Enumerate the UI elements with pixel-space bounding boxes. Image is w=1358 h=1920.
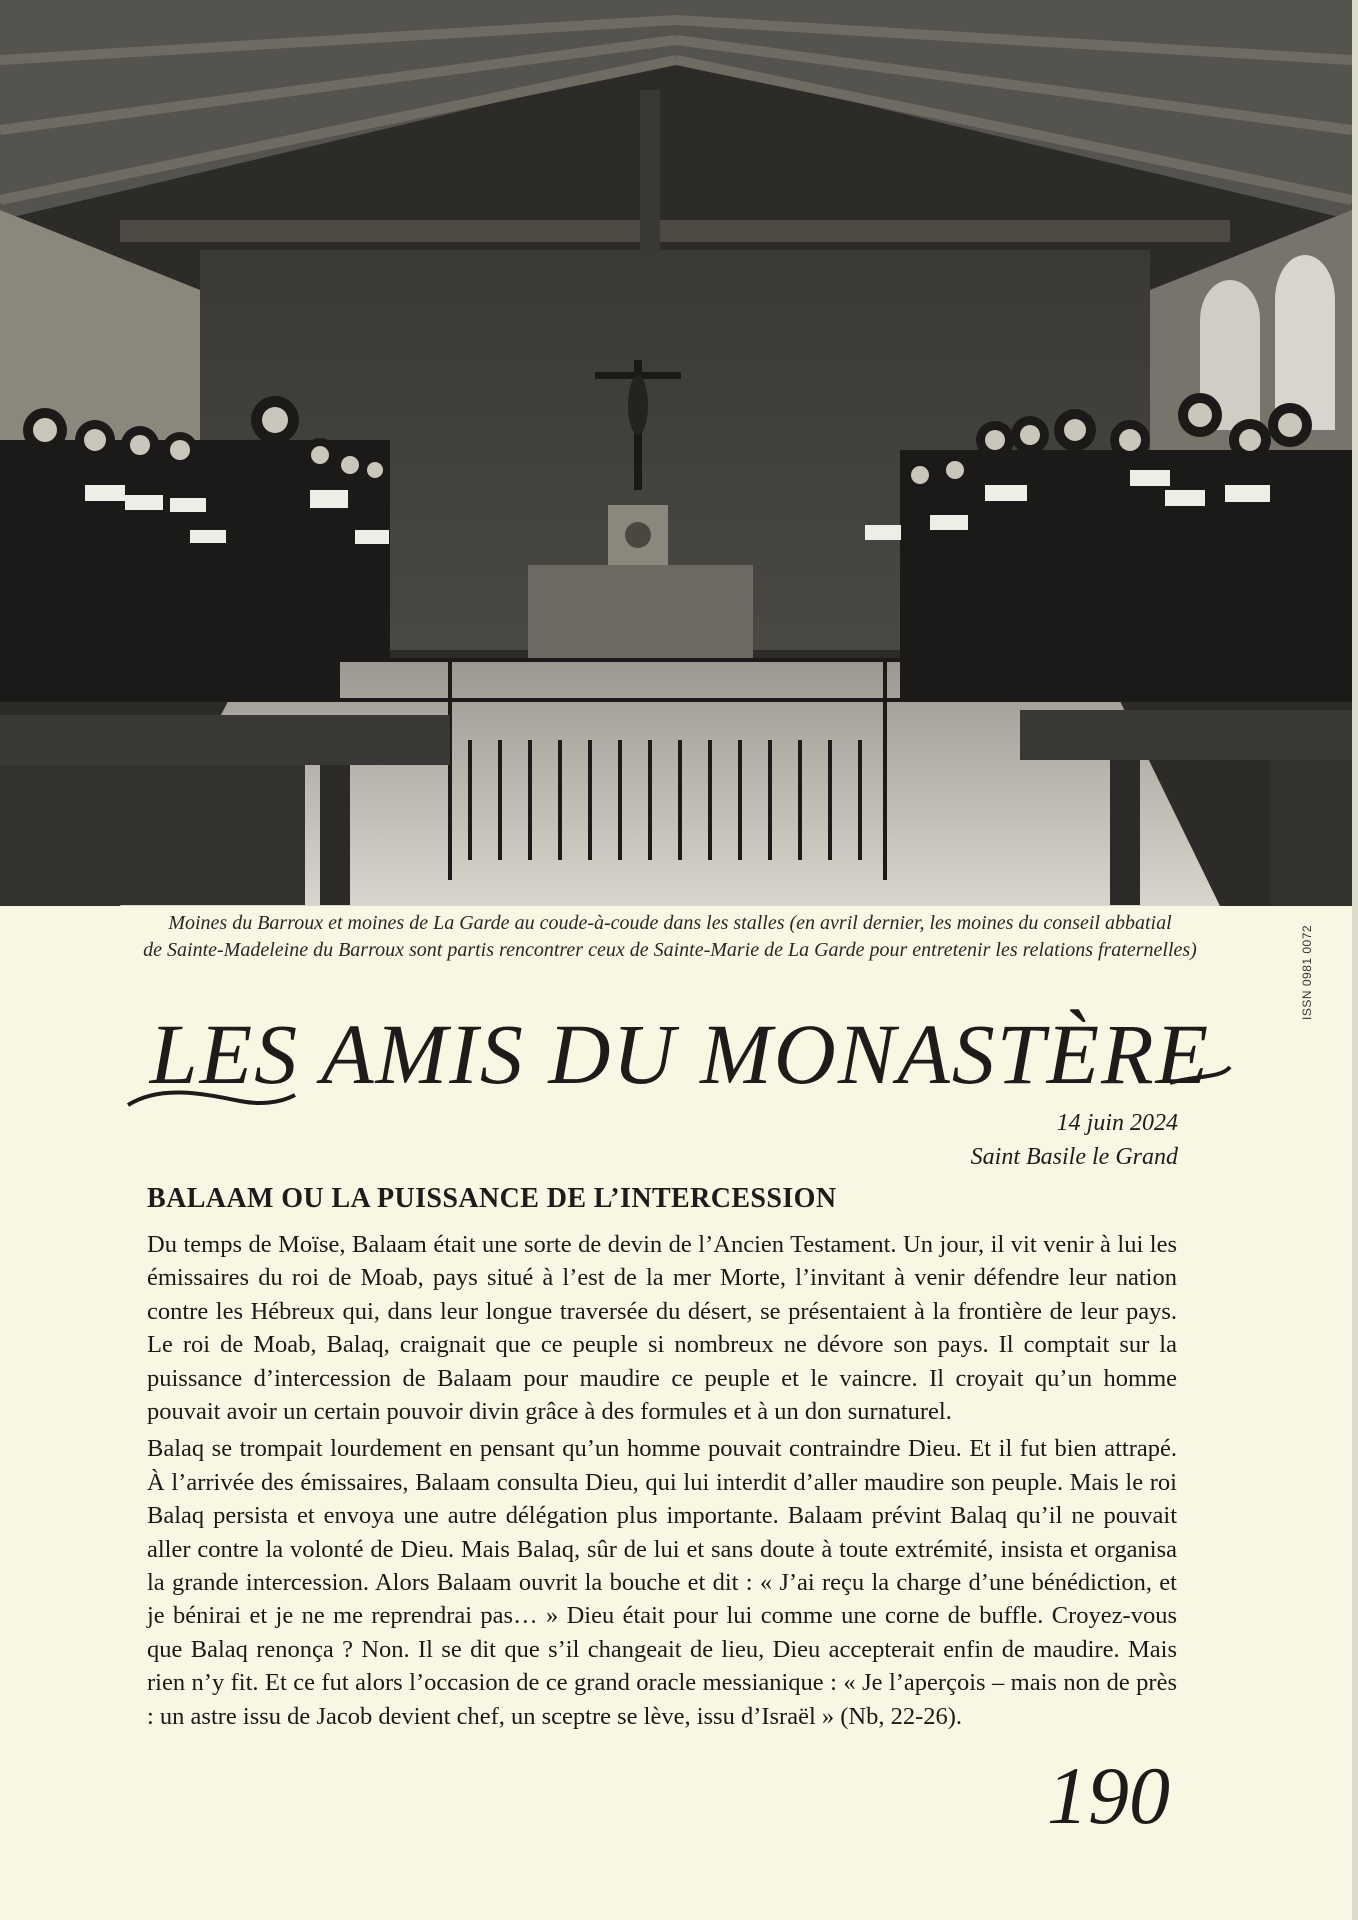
chapel-illustration — [0, 0, 1352, 906]
monks-choir-photo — [0, 0, 1352, 906]
article-paragraph-2: Balaq se trompait lourdement en pensant qu’un homme pouvait contraindre Dieu. Et il fut bien attrapé. À l’arrivée des émissaires, Balaam consulta Dieu, qui lui interdit d’aller maudire son peuple. Mais le roi Balaq persista et envoya une autre délégation plus importante. Balaam prévint Balaq qu’il ne pouvait aller contre la volonté de Dieu. Mais Balaq, sûr de lui et sans doute à toute extrémité, insista et organisa la grande intercession. Alors Balaam ouvrit la bouche et dit : « J’ai reçu la charge d’une bénédiction, et je bénirai et je ne me reprendrai pas… » Dieu était pour lui comme une corne de buffle. Croyez-vous que Balaq renonça ? Non. Il se dit que s’il changeait de lieu, Dieu accepterait enfin de maudire. Mais rien n’y fit. Et ce fut alors l’occasion de ce grand oracle messianique : « Je l’aperçois – mais non de près : un astre issu de Jacob devient chef, un sceptre se lève, issu d’Israël » (Nb, 22-26). — [147, 1435, 1177, 1730]
article-body — [147, 1228, 1177, 1733]
caption-line-1: Moines du Barroux et moines de La Garde au coude-à-coude dans les stalles (en avril dernier, les moines du conseil abbatial — [168, 912, 1172, 934]
saint-of-day: Saint Basile le Grand — [970, 1144, 1178, 1170]
masthead — [120, 975, 1240, 1115]
article-title: BALAAM OU LA PUISSANCE DE L’INTERCESSION — [147, 1183, 837, 1214]
page-edge — [1352, 0, 1358, 1920]
masthead-title-graphic — [120, 975, 1240, 1115]
date-block — [971, 1106, 1178, 1174]
issue-date: 14 juin 2024 — [1056, 1110, 1178, 1136]
caption-line-2: de Sainte-Madeleine du Barroux sont partis rencontrer ceux de Sainte-Marie de La Garde pour entretenir les relations fraternelles) — [143, 939, 1197, 961]
masthead-title: LES AMIS DU MONASTÈRE — [149, 1006, 1211, 1102]
issn-number: ISSN 0981 0072 — [1300, 924, 1314, 1020]
issue-number: 190 — [1047, 1750, 1170, 1841]
photo-caption — [100, 910, 1240, 964]
article-paragraph-1: Du temps de Moïse, Balaam était une sorte de devin de l’Ancien Testament. Un jour, il vit venir à lui les émissaires du roi de Moab, pays situé à l’est de la mer Morte, l’invitant à venir défendre leur nation contre les Hébreux qui, dans leur longue traversée du désert, se présentaient à la frontière de leur pays. Le roi de Moab, Balaq, craignait que ce peuple si nombreux ne dévore son pays. Il comptait sur la puissance d’intercession de Balaam pour maudire ce peuple et le vaincre. Il croyait qu’un homme pouvait avoir un certain pouvoir divin grâce à des formules et à un don surnaturel. — [147, 1231, 1177, 1426]
